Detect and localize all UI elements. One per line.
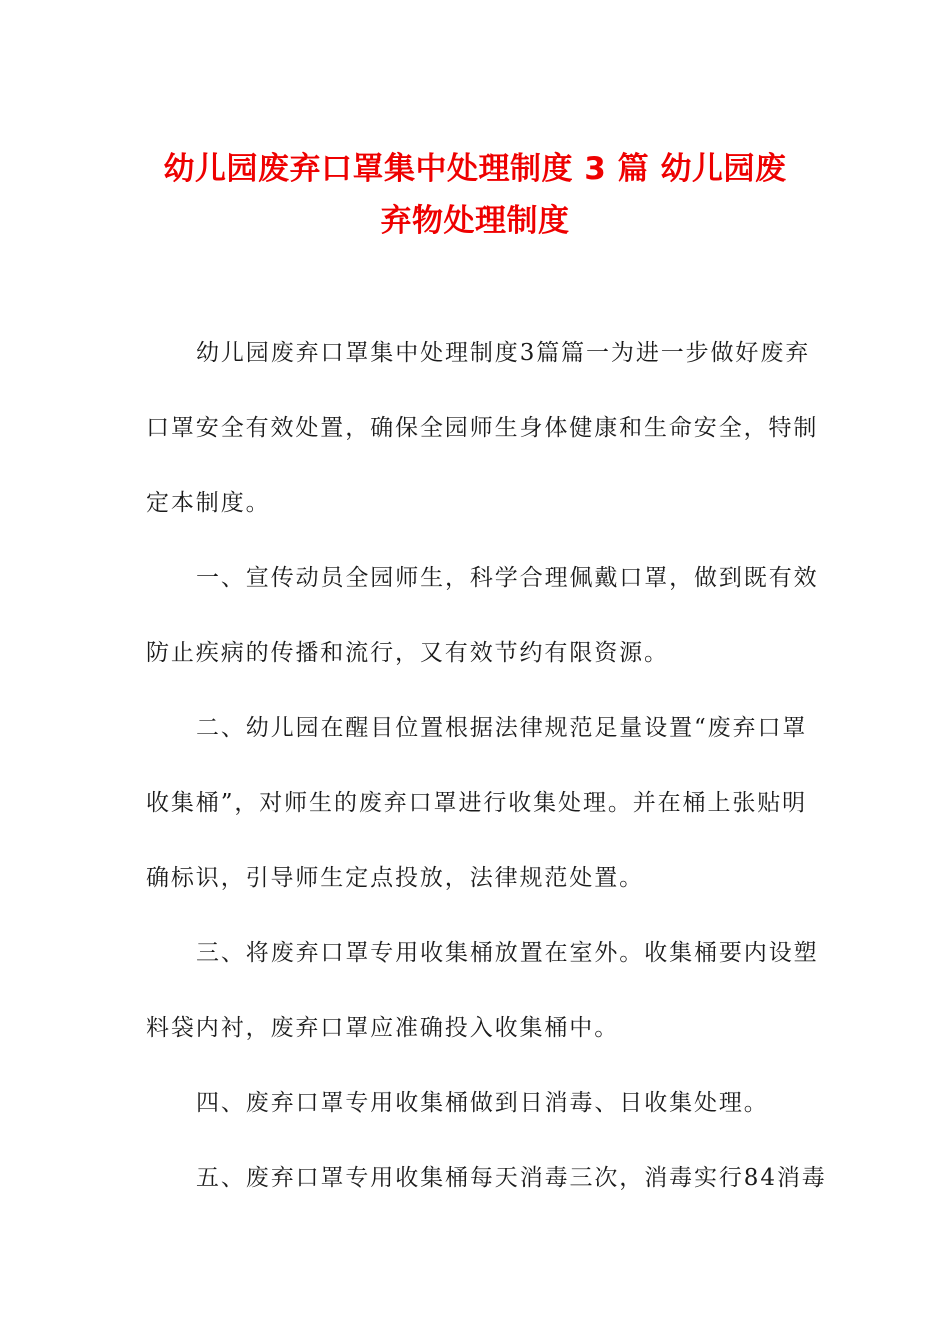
paragraph-4-line-2: 料袋内衬，废弃口罩应准确投入收集桶中。: [146, 1015, 620, 1041]
paragraph-3-line-3: 确标识，引导师生定点投放，法律规范处置。: [146, 865, 644, 891]
paragraph-3-line-1: 二、幼儿园在醒目位置根据法律规范足量设置“废弃口罩: [196, 715, 808, 741]
paragraph-1-line-2: 口罩安全有效处置，确保全园师生身体健康和生命安全，特制: [146, 415, 819, 441]
paragraph-4-line-1: 三、将废弃口罩专用收集桶放置在室外。收集桶要内设塑: [196, 940, 819, 966]
paragraph-3-line-2: 收集桶”，对师生的废弃口罩进行收集处理。并在桶上张贴明: [146, 790, 808, 816]
title-line-2: 弃物处理制度: [380, 203, 570, 239]
document-body: [146, 316, 827, 1216]
paragraph-6-line-1: 五、废弃口罩专用收集桶每天消毒三次，消毒实行84消毒: [196, 1165, 827, 1191]
title-line-1: 幼儿园废弃口罩集中处理制度 3 篇 幼儿园废: [163, 151, 787, 187]
paragraph-2-line-2: 防止疾病的传播和流行，又有效节约有限资源。: [146, 640, 669, 666]
paragraph-1-line-1: 幼儿园废弃口罩集中处理制度3篇篇一为进一步做好废弃: [196, 340, 811, 366]
paragraph-5-line-1: 四、废弃口罩专用收集桶做到日消毒、日收集处理。: [196, 1090, 769, 1116]
document-title: [120, 143, 830, 247]
paragraph-1-line-3: 定本制度。: [146, 490, 271, 516]
paragraph-2-line-1: 一、宣传动员全园师生，科学合理佩戴口罩，做到既有效: [196, 565, 819, 591]
